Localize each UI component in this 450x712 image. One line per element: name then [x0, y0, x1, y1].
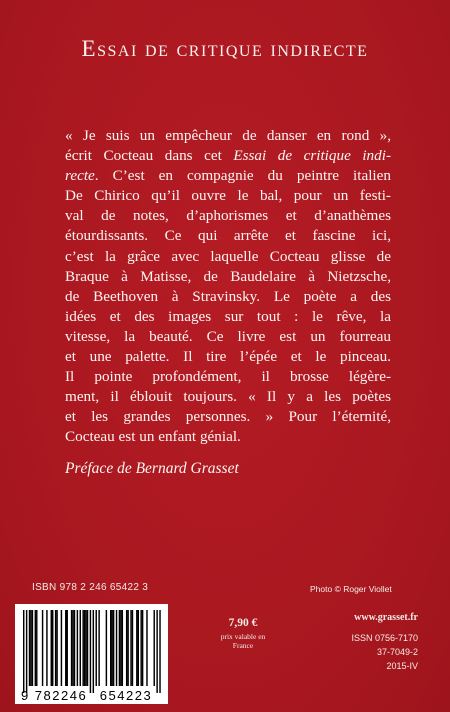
barcode-bar	[80, 610, 81, 686]
barcode-bar	[154, 610, 155, 686]
barcode-bar	[67, 610, 68, 686]
barcode-bar	[116, 610, 117, 686]
blurb-line: étourdissants. Ce qui arrête et fascine ici,	[65, 227, 391, 245]
barcode-bar	[36, 610, 37, 686]
barcode-bar	[71, 610, 72, 686]
barcode	[15, 604, 168, 704]
barcode-bar	[52, 610, 53, 686]
barcode-bar	[159, 610, 160, 693]
blurb-line: et une palette. Il tire l’épée et le pinceau.	[65, 348, 391, 366]
blurb-line: idées et des images sur tout : le rêve, la	[65, 307, 391, 325]
blurb-line: Braque à Matisse, de Baudelaire à Nietzsche,	[65, 267, 391, 285]
blurb-line: de Beethoven à Stravinsky. Le poète a des	[65, 287, 391, 305]
blurb-line: et les grandes personnes. » Pour l’éternité,	[65, 408, 391, 426]
preface-credit: Préface de Bernard Grasset	[65, 460, 239, 477]
isbn-label: ISBN 978 2 246 65422 3	[32, 582, 149, 593]
barcode-bar	[119, 610, 120, 686]
blurb-line: vitesse, la beauté. Ce livre est un fourreau	[65, 327, 391, 345]
price-note-line1: prix valable en	[220, 632, 266, 641]
barcode-bar	[111, 610, 112, 686]
blurb-line: « Je suis un empêcheur de danser en rond »,	[65, 127, 391, 144]
barcode-bar	[61, 610, 62, 686]
issn: ISSN 0756-7170	[351, 633, 418, 643]
barcode-bar	[87, 610, 88, 686]
barcode-bar	[29, 610, 30, 686]
barcode-bar	[42, 610, 43, 686]
edition-code: 2015-IV	[386, 661, 418, 671]
barcode-bar	[84, 610, 85, 686]
barcode-bar	[82, 610, 83, 686]
barcode-bar	[120, 610, 121, 686]
price-block	[218, 617, 268, 650]
barcode-bar	[106, 610, 107, 686]
blurb-line: De Chirico qu’il ouvre le bal, pour un festi-	[65, 187, 391, 205]
barcode-bar	[32, 610, 33, 686]
barcode-bar	[93, 610, 94, 693]
blurb-line: recte. C’est en compagnie du peintre italien	[65, 167, 391, 185]
barcode-bar	[142, 610, 143, 686]
barcode-bar	[136, 610, 137, 686]
barcode-bar	[140, 610, 141, 686]
publisher-website: www.grasset.fr	[354, 612, 418, 623]
barcode-bar	[96, 610, 97, 686]
blurb-line: val de notes, d’aphorismes et d’anathèmes	[65, 207, 391, 225]
barcode-digits-left: 782246	[34, 688, 88, 703]
barcode-bar	[65, 610, 66, 686]
barcode-digit-first: 9	[21, 688, 29, 703]
barcode-digits-right: 654223	[99, 688, 153, 703]
book-title: Essai de critique indirecte	[81, 36, 369, 61]
blurb-text	[65, 126, 391, 448]
blurb-line: Il pointe profondément, il brosse légère-	[65, 368, 391, 386]
publisher-info	[351, 612, 418, 673]
barcode-bar	[72, 610, 73, 686]
barcode-bar	[56, 610, 57, 686]
barcode-bar	[85, 610, 86, 686]
barcode-bar	[156, 610, 157, 693]
barcode-bar	[127, 610, 128, 686]
barcode-bar	[138, 610, 139, 686]
barcode-bar	[122, 610, 123, 686]
barcode-bar	[30, 610, 31, 686]
barcode-bar	[110, 610, 111, 686]
price-note-line2: France	[232, 641, 254, 650]
blurb-line: écrit Cocteau dans cet Essai de critique indi-	[65, 147, 392, 165]
barcode-bar	[35, 610, 36, 686]
barcode-bar	[26, 610, 27, 693]
barcode-bar	[74, 610, 75, 686]
barcode-bar	[55, 610, 56, 686]
barcode-bar	[51, 610, 52, 686]
photo-credit: Photo © Roger Viollet	[310, 584, 392, 594]
blurb-line: c’est la grâce avec laquelle Cocteau glisse de	[65, 247, 391, 265]
catalog-code: 37-7049-2	[376, 647, 418, 657]
barcode-bar	[23, 610, 24, 693]
price: 7,90 €	[228, 617, 258, 629]
barcode-bar	[90, 610, 91, 693]
barcode-bar	[113, 610, 114, 686]
barcode-bar	[77, 610, 78, 686]
blurb-line: ment, il éblouit toujours. « Il y a les poètes	[65, 388, 391, 406]
barcode-bar	[130, 610, 131, 686]
barcode-bar	[46, 610, 47, 686]
barcode-bar	[126, 610, 127, 686]
blurb-line: Cocteau est un enfant génial.	[65, 428, 241, 446]
barcode-bar	[98, 610, 99, 686]
barcode-bar	[132, 610, 133, 686]
barcode-bar	[146, 610, 147, 686]
barcode-graphic	[15, 604, 168, 704]
